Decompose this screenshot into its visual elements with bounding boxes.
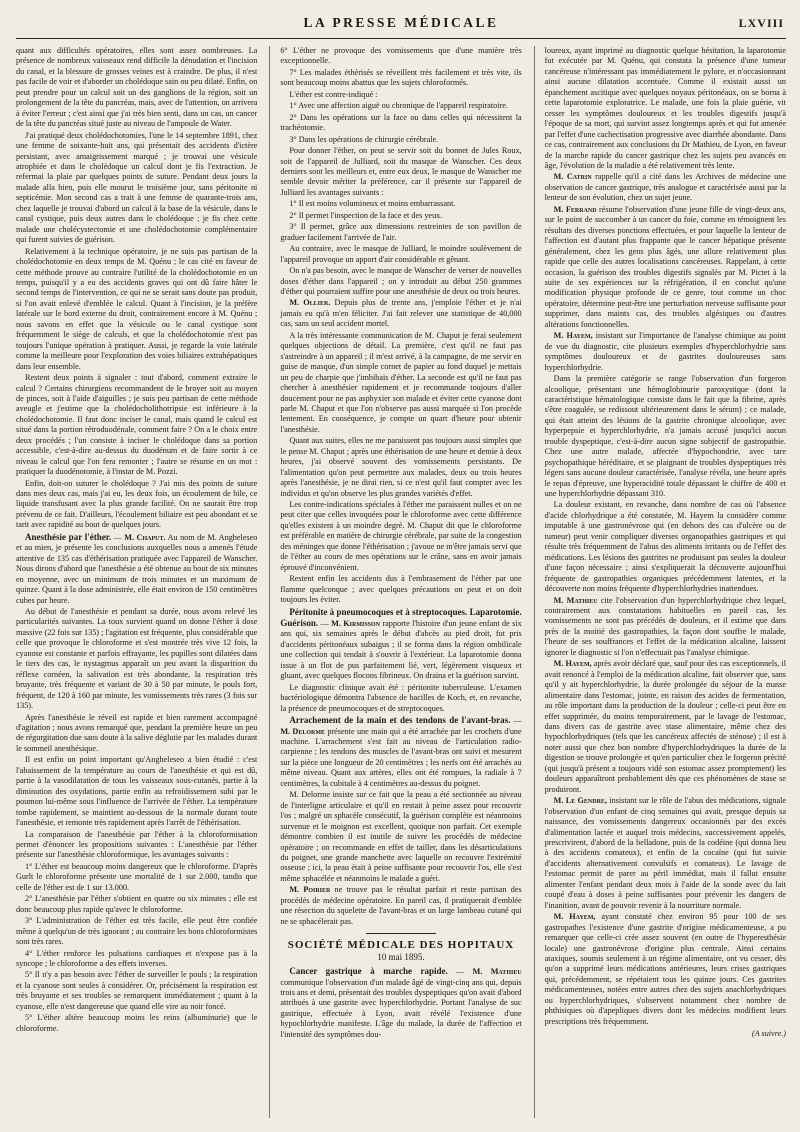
- peritonite-section-speaker: M. Kirmisson: [331, 619, 381, 629]
- paragraph: 3° L'administration de l'éther est très facile, elle peut être confiée même à quelqu'un de très ignorant ; au contraire les bons chloroformistes sont très rares.: [16, 916, 258, 947]
- column-right: [534, 46, 786, 1118]
- ether-section-title: Anesthésie par l'éther.: [25, 531, 112, 542]
- paragraph: 6° L'éther ne provoque des vomissements que d'une manière très exceptionnelle.: [280, 46, 522, 66]
- journal-title: LA PRESSE MÉDICALE: [303, 15, 499, 30]
- paragraph: quant aux difficultés opératoires, elles sont assez nombreuses. La présence de nombreux vaisseaux rend difficile la dénudation et l'incision du canal, et la blessure de grosses veines est à craindre. De plus, il n'est pas facile de voir et d'aborder un cholédoque sain ou peu dilaté. Enfin, on peut prendre pour un calcul soit un des ganglions de la région, soit un prolongement de la tête du pancréas, mais, avec de l'attention, on arrivera à éviter l'erreur ; c'est ainsi que j'ai très bien senti, dans un cas, un cancer de la tête du pancréas situé juste au niveau de l'ampoule de Water.: [16, 46, 258, 129]
- paragraph: Le diagnostic clinique avait été : péritonite tuberculeuse. L'examen bactériologique démontra l'absence de bacilles de Koch, et, en revanche, la présence de pneumocoques et de streptocoques.: [280, 682, 522, 713]
- cancer-gastrique-section: Cancer gastrique à marche rapide. — M. Mathieu communique l'observation d'un malade âgé de vingt-cinq ans qui, depuis trois ans et demi, présentait des troubles dyspeptiques qu'on avait d'abord attribués à une gastrite avec hyperchlorhydrie. Portant l'analyse de suc gastrique, effectuée à Lyon, avait révélé l'existence d'une hypochlorhydrie manifeste. L'âge du malade, la durée de l'affection et l'intensité des symptômes dou-: [280, 966, 522, 1039]
- paragraph: 3° Il permet, grâce aux dimensions restreintes de son pavillon de graduer facilement l'arrivée de l'air.: [280, 222, 522, 242]
- discussion-remark: [545, 596, 786, 659]
- discussion-remark-text: cite l'observation d'un hyperchlorhydrique chez lequel, contrairement aux constatations habituelles en pareil cas, les vomissements ne sont pas précédés de douleurs, et il estime que dans près de la moitié des gastropathies, la façon dont souffre le malade, l'heure de ses souffrances et l'effet de la médication alcaline, laissent ignorer le diagnostic si l'on n'effectuait pas l'analyse chimique.: [544, 595, 786, 657]
- paragraph: Restent deux points à signaler : tout d'abord, comment extraire le calcul ? Certains chirurgiens recommandent de le broyer soit au moyen de pinces, soit à l'aide d'aiguilles ; je suis peu partisan de cette méthode aveugle et j'estime que la cholédocholithotripsie est inférieure à la cholédochotomie. Il faut donc inciser le canal, mais quand le calcul est situé dans la portion rétroduodénale, comment faire ? On a le choix entre deux procédés ; l'un consiste à inciser le cholédoque dans sa portion accessible, c'est-à-dire au-dessus du duodénum et de faire sortir à ce niveau le calcul que l'on fera remonter ; l'autre se résume en un mot : pratiquer la duodénotomie, à l'instar de M. Pozzi.: [16, 373, 258, 477]
- paragraph: Il est enfin un point important qu'Angheleseo a bien étudié : c'est l'abaissement de la température au cours de l'anesthésie et qui est dû, partie à la vasodilatation de tous les vaisseaux sous-cutanés, partie à la diminution des oxydations, partie enfin au refroidissement subi par le poumon lui-même sous l'influence de l'arrivée de l'éther. La température tombe rapidement, se maintient au-dessous de la normale durant toute l'anesthésie, et remonte très rapidement après l'arrêt de l'éthérisation.: [16, 755, 258, 828]
- paragraph: On n'a pas besoin, avec le masque de Wanscher de verser de nouvelles doses d'éther dans l'appareil ; on y introduit au début 250 grammes d'éther qui pourraient suffire pour une anesthésie de deux ou trois heures.: [280, 266, 522, 296]
- paragraph: J'ai pratiqué deux cholédochotomies, l'une le 14 septembre 1891, chez une femme de soixante-huit ans, qui présentait des accidents d'ictère persistant, avec amaigrissement marqué ; je trouvai une vésicule atrophiée et dans le cholédoque un calcul dont je fis l'extraction. Je refermai la plaie par quelques points de suture. Pendant deux jours la malade alla bien, puis elle mourut le troisième jour, sans péritonite ni septicémie. Mon second cas a trait à une femme de quarante-trois ans, chez laquelle je trouvai d'abord un calcul à la base de la vésicule, dans le canal cystique, puis deux autres dans le cholédoque ; je fis chez cette malade une cholécystectomie et une cholédochotomie complémentaire qui furent suivies de guérison.: [16, 130, 258, 245]
- discussion-remark-speaker: M. Ferrand: [553, 204, 597, 214]
- paragraph: Après l'anesthésie le réveil est rapide et bien rarement accompagné d'agitation ; nous avons remarqué que, pendant la première heure un peu de régurgitation due sans doute à la salive déglutie par les malades durant le sommeil anesthésique.: [16, 712, 258, 753]
- discussion-remark: [545, 172, 786, 203]
- ollier-remark-speaker: M. Ollier.: [289, 298, 331, 308]
- cancer-gastrique-section-title: Cancer gastrique à marche rapide.: [289, 966, 448, 977]
- paragraph: A la très intéressante communication de M. Chaput je ferai seulement quelques objections de détail. La première, c'est qu'il ne faut pas s'astreindre à un appareil ; il m'est arrivé, à la campagne, de me servir en guise de masque, d'un simple cornet de papier au fond duquel je mettais un peu de charpie que j'imbibais d'éther. La seconde est qu'il ne faut pas chercher à anesthésier rapidement et je recommande toujours d'aller doucement pour ne pas asphyxier son malade et éviter cette cyanose dont parle M. Chaput et que l'on n'observe pas aussi marquée si l'on procède lentement. En conséquence, je compte un quart d'heure pour obtenir l'anesthésie.: [280, 330, 522, 434]
- paragraph: La douleur existant, en revanche, dans nombre de cas où l'absence d'acide chlorhydrique a été constatée, M. Hayem la considère comme imputable à une gastronévrose qui (en dehors des cas d'ulcère ou de tumeur) peut venir compliquer diverses organopathies gastriques et qui résulte très fréquemment de l'abus des aliments irritants ou de l'effet des médications. Les lésions des gastrites ne produisant pas seules la douleur d'une façon nécessaire ; ainsi s'expliquerait la découverte aujourd'hui fréquente de gastropathies organiques précédemment latentes, et la découverte non moins fréquente d'hyperchlorhydries inattendues.: [544, 500, 786, 594]
- paragraph: L'éther est contre-indiqué :: [289, 89, 378, 99]
- discussion-remark-speaker: M. Hayem,: [553, 912, 596, 922]
- ollier-remark-text: Depuis plus de trente ans, j'emploie l'éther et je n'ai jamais eu qu'à m'en féliciter. J'ai fait relever une statistique de 40,000 cas, sans un seul accident mortel.: [280, 298, 522, 329]
- discussion-remark: [545, 659, 786, 795]
- column-middle: [269, 46, 521, 1118]
- society-title: SOCIÉTÉ MÉDICALE DES HOPITAUX: [287, 939, 515, 952]
- paragraph: loureux, ayant imprimé au diagnostic quelque hésitation, la laparotomie fut exécutée par M. Quénu, qui constata la présence d'une tumeur cancéreuse n'intéressant pas immédiatement le pylore, et n'occasionnant ainsi aucune dilatation accentuée. Comme il existait aussi un épanchement ascitique avec quelques noyaux péritonéaux, on se borna à cette laparotomie exploratrice. Le malade, une fois la plaie guérie, vit cesser les symptômes douloureux et les troubles digestifs jusqu'à l'époque de sa mort, qui survint assez longtemps après et qui fut amenée par l'effet d'une cachectisation progressive avec diarrhée abondante. Dans ce cas, contrairement aux conclusions du Dr Mathieu, de Lyon, en faveur de la marche rapide du cancer gastrique chez les sujets peu avancés en âge, l'évolution de la maladie a été relativement très lente.: [544, 46, 786, 170]
- discussion-remark-speaker: M. Hayem,: [553, 331, 593, 341]
- discussion-remark: [545, 796, 786, 911]
- discussion-remark-speaker: M. Mathieu: [553, 595, 598, 605]
- paragraph: Quant aux suites, elles ne me paraissent pas toujours aussi simples que le pense M. Chaput ; après une éthérisation de une heure et demie à deux heures, j'ai observé souvent des vomissements persistants. De l'alimentation qu'on peut permettre aux malades, deux ou trois heures après l'anesthésie, je ne dirai rien, si ce n'est qu'il faut compter avec les individus et qu'on observe les plus grandes variétés d'effet.: [280, 436, 522, 498]
- discussion-remark: [545, 331, 786, 373]
- paragraph: Dans la première catégorie se range l'observation d'un forgeron alcoolique, présentant une hémoglobinurie paroxystique (dont la caractéristique hématologique consiste dans le fait que la fibrine, après s'être coagulée, se redissout ultérieurement dans le sérum) ; ce malade, qui était atteint des lésions de la gastrite chronique alcoolique, avec hyperpepsie et hyperchlorhydrie, n'a jamais accusé jusqu'ici aucun trouble dyspeptique, c'est-à-dire aucun signe subjectif de gastropathie. Chez une autre malade, affectée d'hypochondrie, avec tare psychopathique héréditaire, et se plaignant de troubles dyspeptiques très légers sans aucune douleur caractérisée, l'analyse révéla, une heure après le repas d'épreuve, une hyperacidité totale dépassant le chiffre de 400 et une hyperchlorhydrie dépassant 310.: [544, 374, 786, 499]
- paragraph: La comparaison de l'anesthésie par l'éther à la chloroformisation permet d'énoncer les propositions suivantes : L'anesthésie par l'éther présente sur l'anesthésie chloroformique, les avantages suivants :: [16, 829, 258, 860]
- paragraph: 1° L'éther est beaucoup moins dangereux que le chloroforme. D'après Gurlt le chloroforme présente une mortalité de 1 sur 2.000, tandis que celle de l'éther est de 1 sur 13.000.: [16, 861, 258, 892]
- ether-section-speaker: M. Chaput.: [124, 532, 166, 542]
- discussion-remark-speaker: M. Catrin: [553, 172, 592, 182]
- ether-section-text: Au nom de M. Angheleseo et au mien, je présente les conclusions auxquelles nous a amenés l'étude attentive de 135 cas d'éthérisation pratiquée avec l'appareil de Wanscher. Nous dirons d'abord que l'anesthésie a été obtenue au bout de six minutes en moyenne, avec un minimum de trois minutes et un maximum de quinze. Quant à la dose administrée, elle était environ de 150 centimètres cubes par heure.: [16, 532, 258, 605]
- arrachement-section-title: Arrachement de la main et des tendons de l'avant-bras.: [289, 715, 511, 726]
- discussion-remark: [545, 205, 786, 330]
- paragraph: 4° L'éther renforce les pulsations cardiaques et n'expose pas à la syncope ; le chloroforme a des effets inverses.: [16, 948, 258, 968]
- paragraph: 3° Dans les opérations de chirurgie cérébrale.: [289, 134, 439, 144]
- discussion-remark-text: rappelle qu'il a cité dans les Archives de médecine une observation de cancer gastrique, très analogue et caractérisée aussi par la lenteur de son évolution, chez un sujet jeune.: [544, 172, 786, 203]
- text-columns: [16, 46, 786, 1118]
- cancer-gastrique-section-speaker: M. Mathieu: [472, 967, 522, 977]
- paragraph: 7° Les malades éthérisés se réveillent très facilement et très vite, ils sont beaucoup moins abattus que les sujets chloroformés.: [280, 67, 522, 88]
- discussion-remark-text: insistant sur l'importance de l'analyse chimique au point de vue du diagnostic, cite plusieurs exemples d'hyperchlorhydrie sans symptômes douloureux et de gastrites douloureuses sans hyperchlorhydrie.: [544, 331, 786, 372]
- poirier-remark-text: ne trouve pas le résultat parfait et reste partisan des procédés de médecine opératoire. En pareil cas, il pratiquerait d'emblée une résection du squelette de l'avant-bras et un large lambeau cutané qui ne se sphacélerait pas.: [280, 885, 522, 926]
- to-be-continued: (A suivre.): [751, 1029, 786, 1039]
- paragraph: M. Delorme insiste sur ce fait que la peau a été sectionnée au niveau de l'interligne articulaire et qu'il en restait à peine assez pour recouvrir l'os ; malgré un sphacèle consécutif, la guérison complète est néanmoins survenue et le moignon est excellent, quoique non parfait. Cet exemple démontre combien il est inutile de suivre les procédés de médecine opératoire ; on recommande en effet de tailler, dans les désarticulations du poignet, une grande manchette avec laquelle on recouvre l'extrémité osseuse ; ici, la peau était à peine suffisante pour recouvrir l'os, elle s'est même sphacélée et néanmoins le malade a guéri.: [280, 790, 522, 883]
- discussion-remark: [545, 912, 786, 1027]
- discussion-remark-speaker: M. Hayem,: [553, 659, 592, 669]
- paragraph: Au début de l'anesthésie et pendant sa durée, nous avons relevé les particularités suivantes. La toux survient quand on donne l'éther à dose massive (22 fois sur 135) ; l'agitation est fréquente, plus considérable que celle que provoque le chloroforme et s'est montrée très vive 12 fois, la cyanose est constante et parfois effrayante, les pupilles sont dilatées dans le tiers des cas, le nystagmus apparaît un peu avant la disparition du réflexe cornéen, la salivation est très abondante, la respiration très bruyante, très fréquente et variant de 30 à 50 par minute, le pouls fort, fréquent, de 120 à 160 par minute, les vomissements très rares (3 fois sur 135).: [16, 607, 258, 711]
- paragraph: 5° Il n'y a pas besoin avec l'éther de surveiller le pouls ; la respiration et la cyanose sont seules à considérer. Or, précisément la respiration est très bruyante et ses troubles se remarquent immédiatement ; quant à la cyanose, elle n'est dangereuse que quand elle vire au noir foncé.: [16, 970, 258, 1011]
- page-folio: LXVIII: [738, 16, 784, 30]
- discussion-remark-text: après avoir déclaré que, sauf pour des cas exceptionnels, il avait renoncé à l'emploi de la médication alcaline, fait observer que, sans qu'il y ait hyperchlorhydrie, la durée prolongée du séjour de la masse alimentaire dans l'estomac, jointe, en raison des acides de fermentation, au rôle important dans la production de la douleur ; celle-ci peut être en effet supprimée, du moins temporairement, par le lavage de l'estomac, dans divers cas de gastrite avec stase alimentaire, même chez des hypochlorhydriques (tels que les cancéreux affectés de sténose) ; il est à noter aussi que chez bon nombre d'hyperchlorhydriques la durée de la digestion se trouve prolongée et qu'en particulier chez le forgeron précité (qui jusqu'à présent a toujours vidé son estomac assez promptement) les douleurs apparaîtront probablement dès que ces phénomènes de stase se produiront.: [544, 659, 786, 794]
- arrachement-section: Arrachement de la main et des tendons de l'avant-bras. — M. Delorme présente une main qui a été arrachée par les crochets d'une machine. L'arrachement s'est fait au niveau de l'articulation radio-carpienne ; les tendons des muscles de l'avant-bras ont suivi et mesurent sur la pièce une longueur de 20 centimètres ; les nerfs ont été arrachés au même niveau. Quant aux artères, elles ont été rompues, la radiale à 7 centimètres, la cubitale à 4 centimètres au-dessus du poignet.: [280, 715, 522, 788]
- discussion-remark-speaker: M. Le Gendre,: [553, 796, 607, 806]
- paragraph: 5° L'éther altère beaucoup moins les reins (albuminurie) que le chloroforme.: [16, 1013, 258, 1033]
- poirier-remark-speaker: M. Poirier: [289, 885, 331, 895]
- paragraph: 2° Dans les opérations sur la face ou dans celles qui nécessitent la trachéotomie.: [280, 112, 522, 133]
- discussion-remark-text: résume l'observation d'une jeune fille de vingt-deux ans, sur le point de succomber à un cancer du foie, comme en témoignent les résultats des diverses ponctions effectuées, et pour laquelle la lenteur de l'affection est d'autant plus frappante que le cancer hépatique présente généralement, chez les gens plus âgés, une allure relativement plus rapide que celle des autres localisations cancéreuses. Rappelant, à cette occasion, la guérison des troubles digestifs signalés par M. Pictet à la suite de ses expériences sur la réfrigération, il en conclut qu'une modification physique profonde de ce genre, tout comme un choc opératoire, détermine peut-être une perturbation nerveuse suffisante pour supprimer, dans maints cas, des troubles algésiques ou d'autres altérations fonctionnelles.: [544, 204, 786, 329]
- column-left: [16, 46, 257, 1118]
- discussion-remark-text: insistant sur le rôle de l'abus des médications, signale l'observation d'un enfant de cinq semaines qui avait, presque depuis sa naissance, des vomissements dangereux occasionnés par des excès d'alimentation lactée et auquel trois médecins, successivement appelés, prescrivirent, d'abord de la belladone, puis de la codéine (qui donna lieu à des accidents comateux), et enfin de la cocaïne (qui fut suivie d'accidents alternativement convulsifs et comateux). Le lavage de l'estomac permit de parer au péril immédiat, mais il fallut ensuite alimenter l'enfant pendant deux mois à l'aide de la sonde avec du lait coupé d'eau à doses à peine suffisantes pour prévenir les dangers de l'inanition, avant de pouvoir revenir à la nourriture normale.: [544, 796, 786, 910]
- paragraph: 2° L'anesthésie par l'éther s'obtient en quatre ou six minutes ; elle est donc beaucoup plus rapide qu'avec le chloroforme.: [16, 894, 258, 914]
- cancer-gastrique-section-text: communique l'observation d'un malade âgé de vingt-cinq ans qui, depuis trois ans et demi, présentait des troubles dyspeptiques qu'on avait d'abord attribués à une gastrite avec hyperchlorhydrie. Portant l'analyse de suc gastrique, effectuée à Lyon, avait révélé l'existence d'une hypochlorhydrie manifeste. L'âge du malade, la durée de l'affection et l'intensité des symptômes dou-: [280, 977, 522, 1039]
- paragraph: 1° Il est moins volumineux et moins embarrassant.: [289, 199, 456, 209]
- arrachement-section-text: présente une main qui a été arrachée par les crochets d'une machine. L'arrachement s'est fait au niveau de l'articulation radio-carpienne ; les tendons des muscles de l'avant-bras ont suivi et mesurent sur la pièce une longueur de 20 centimètres ; les nerfs ont été arrachés au même niveau. Quant aux artères, elles ont été rompues, la radiale à 7 centimètres, la cubitale à 4 centimètres au-dessus du poignet.: [280, 726, 522, 788]
- poirier-remark: [280, 885, 521, 927]
- paragraph: Enfin, doit-on suturer le cholédoque ? J'ai mis des points de suture dans mes deux cas, mais j'ai eu, les deux fois, un écoulement de bile, ce liquide transfusant avec la plus grande facilité. On ne saurait être trop prévenu de ce fait. D'ailleurs, l'écoulement biliaire est peu abondant et se tarit avec rapidité au bout de quelques jours.: [16, 478, 258, 530]
- peritonite-section-text: rapporte l'histoire d'un jeune enfant de six ans qui, six semaines après le début d'abcès au pied droit, fut pris d'accidents péritonéaux subaigus ; il se forma dans la région ombilicale une collection qui tendait à s'ouvrir à l'extérieur. La laparotomie donna issue à un flot de pus parfaitement lié, vert, légèrement visqueux et gluant, avec quelques flocons fibrineux. On draina et la guérison survint.: [280, 619, 522, 681]
- ollier-remark: [280, 298, 521, 329]
- paragraph: Les contre-indications spéciales à l'éther me paraissent nulles et on ne peut citer que celles invoquées pour le chloroforme avec cette différence qu'elles existent à un moindre degré. M. Chaput dit que le chloroforme est préférable en matière de chirurgie cérébrale, par suite de la congestion des méninges que donne l'éthérisation ; j'avoue ne m'être jamais servi que de l'éther au cours de mes opérations sur le crâne, sans en avoir jamais éprouvé d'inconvénient.: [280, 500, 522, 572]
- paragraph: 2° Il permet l'inspection de la face et des yeux.: [289, 210, 443, 220]
- discussion-remark-text: ayant constaté chez environ 95 pour 100 de ses gastropathes l'existence d'une gastrite d'origine médicamenteuse, a pu remarquer que celle-ci crée assez souvent (en outre de l'hyperesthésie locale) une gastronévrose d'origine plus centrale. Ainsi certains ataxiques, soumis seulement à un régime alimentaire, ont vu cesser, dès qu'on a supprimé leurs médications antérieures, leurs crises gastriques qui, précédemment, se répétaient tous les quinze jours. Ces gastrites médicamenteuses, notées entre autres chez des sujets anachlorhydriques ou hyperchlorhydriques, s'observent notamment chez nombre de phthisiques où d'apepliques divers dont les médecins modifient leurs prescriptions très fréquemment.: [544, 912, 786, 1026]
- paragraph: Au contraire, avec le masque de Julliard, le moindre soulèvement de l'appareil provoque un apport d'air considérable et gênant.: [280, 244, 522, 264]
- running-header: [16, 8, 786, 39]
- society-date: 10 mai 1895.: [377, 951, 425, 962]
- section-divider: [366, 933, 436, 934]
- paragraph: Pour donner l'éther, on peut se servir soit du bonnet de Jules Roux, soit de l'appareil de Julliard, soit du masque de Wanscher. Ces deux derniers sont les meilleurs et, entre eux deux, le masque de Wanscher me semble devoir mériter la préférence, car il présente sur l'appareil de Julliard les avantages suivants :: [280, 146, 522, 197]
- ether-section: Anesthésie par l'éther. — M. Chaput. Au nom de M. Angheleseo et au mien, je présente les conclusions auxquelles nous a amenés l'étude attentive de 135 cas d'éthérisation pratiquée avec l'appareil de Wanscher. Nous dirons d'abord que l'anesthésie a été obtenue au bout de six minutes en moyenne, avec un minimum de trois minutes et un maximum de quinze. Quant à la dose administrée, elle était environ de 150 centimètres cubes par heure.: [16, 531, 258, 605]
- peritonite-section: Péritonite à pneumocoques et à streptocoques. Laparotomie. Guérison. — M. Kirmisson rapporte l'histoire d'un jeune enfant de six ans qui, six semaines après le début d'abcès au pied droit, fut pris d'accidents péritonéaux subaigus ; il se forma dans la région ombilicale une collection qui tendait à s'ouvrir à l'extérieur. La laparotomie donna issue à un flot de pus parfaitement lié, vert, légèrement visqueux et gluant, avec quelques flocons fibrineux. On draina et la guérison survint.: [280, 606, 522, 681]
- peritonite-section-title: Péritonite à pneumocoques et à streptocoques. Laparotomie. Guérison.: [280, 606, 522, 629]
- paragraph: 1° Avec une affection aiguë ou chronique de l'appareil respiratoire.: [289, 101, 508, 111]
- arrachement-section-speaker: M. Delorme: [280, 726, 326, 736]
- paragraph: Relativement à la technique opératoire, je ne suis pas partisan de la cholédochotomie en deux temps de M. Quénu ; le cas cité en faveur de cette méthode prouve au contraire l'utilité de la cholédochotomie en un temps, puisqu'il y a eu des accidents graves qui ont dû faire hâter le second temps de l'intervention, ce qui ne se serait sans doute pas produit, si l'on avait enlevé d'emblée le calcul. Quant à l'incision, je la préfère latérale sur le bord externe du droit, contrairement encore à M. Quénu ; nous savons en effet que la vésicule ou le canal cystique sont fréquemment le siège de calculs, et que la cholédochotomie n'est pas toujours l'unique opération à pratiquer. Aussi, je regarde la voie latérale comme la meilleure pour l'exploration des voies biliaires extrahépatiques dans leur ensemble.: [16, 246, 258, 371]
- paragraph: Restent enfin les accidents dus à l'embrasement de l'éther par une flamme quelconque ; avec quelques précautions on peut et on doit toujours les éviter.: [280, 574, 522, 605]
